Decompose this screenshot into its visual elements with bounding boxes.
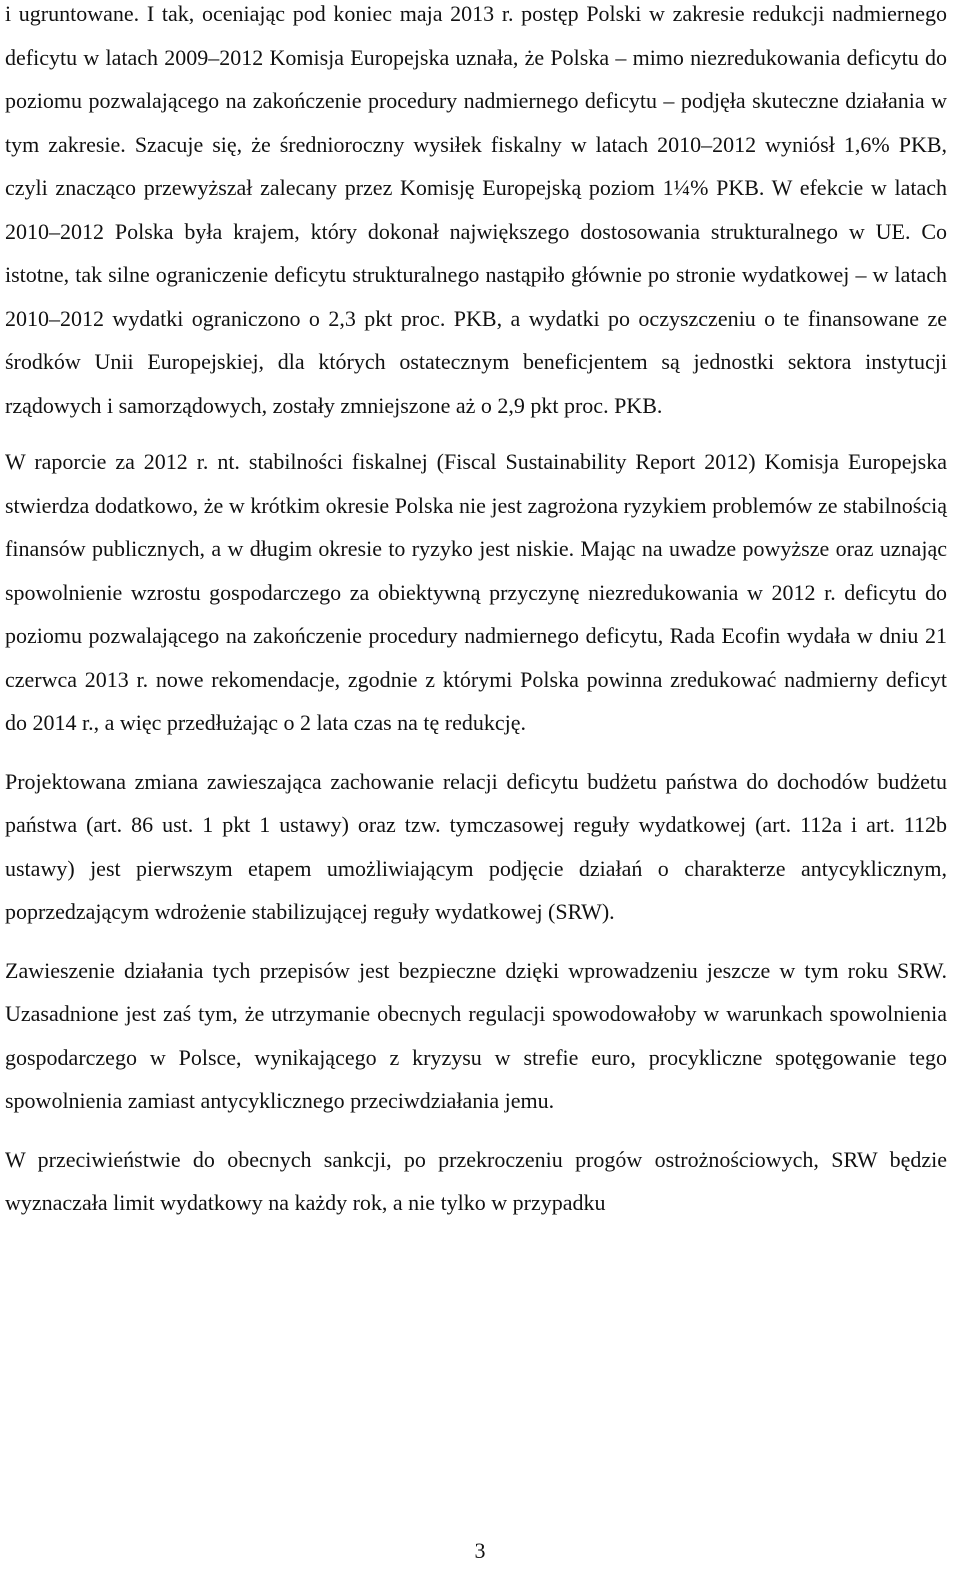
paragraph-5: W przeciwieństwie do obecnych sankcji, po przekroczeniu progów ostrożnościowych, SRW będzie wyznaczała limit wydatkowy na każdy rok, a nie tylko w przypadku — [5, 1146, 947, 1215]
paragraph-2: W raporcie za 2012 r. nt. stabilności fiskalnej (Fiscal Sustainability Report 2012) Komisja Europejska stwierdza dodatkowo, że w krótkim okresie Polska nie jest zagrożona ryzykiem problemów ze stabilnością finansów publicznych, a w długim okresie to ryzyko jest niskie. Mając na uwadze powyższe oraz uznając spowolnienie wzrostu gospodarczego za obiektywną przyczynę niezredukowania w 2012 r. deficytu do poziomu pozwalającego na zakończenie procedury nadmiernego deficytu, Rada Ecofin wydała w dniu 21 czerwca 2013 r. nowe rekomendacje, zgodnie z którymi Polska powinna zredukować nadmierny deficyt do 2014 r., a więc przedłużając o 2 lata czas na tę redukcję. — [5, 449, 947, 735]
paragraph-1: i ugruntowane. I tak, oceniając pod koniec maja 2013 r. postęp Polski w zakresie redukcji nadmiernego deficytu w latach 2009–2012 Komisja Europejska uznała, że Polska – mimo niezredukowania deficytu do poziomu pozwalającego na zakończenie procedury nadmiernego deficytu – podjęła skuteczne działania w tym zakresie. Szacuje się, że średnioroczny wysiłek fiskalny w latach 2010–2012 wyniósł 1,6% PKB, czyli znacząco przewyższał zalecany przez Komisję Europejską poziom 1¼% PKB. W efekcie w latach 2010–2012 Polska była krajem, który dokonał największego dostosowania strukturalnego w UE. Co istotne, tak silne ograniczenie deficytu strukturalnego nastąpiło głównie po stronie wydatkowej – w latach 2010–2012 wydatki ograniczono o 2,3 pkt proc. PKB, a wydatki po oczyszczeniu o te finansowane ze środków Unii Europejskiej, dla których ostatecznym beneficjentem są jednostki sektora instytucji rządowych i samorządowych, zostały zmniejszone aż o 2,9 pkt proc. PKB. — [5, 1, 947, 418]
page-number: 3 — [474, 1538, 486, 1563]
document-page — [5, 0, 947, 1240]
paragraph-4: Zawieszenie działania tych przepisów jest bezpieczne dzięki wprowadzeniu jeszcze w tym roku SRW. Uzasadnione jest zaś tym, że utrzymanie obecnych regulacji spowodowałoby w warunkach spowolnienia gospodarczego w Polsce, wynikającego z kryzysu w strefie euro, procykliczne spotęgowanie tego spowolnienia zamiast antycyklicznego przeciwdziałania jemu. — [5, 957, 947, 1113]
paragraph-3: Projektowana zmiana zawieszająca zachowanie relacji deficytu budżetu państwa do dochodów budżetu państwa (art. 86 ust. 1 pkt 1 ustawy) oraz tzw. tymczasowej reguły wydatkowej (art. 112a i art. 112b ustawy) jest pierwszym etapem umożliwiającym podjęcie działań o charakterze antycyklicznym, poprzedzającym wdrożenie stabilizującej reguły wydatkowej (SRW). — [5, 768, 947, 924]
